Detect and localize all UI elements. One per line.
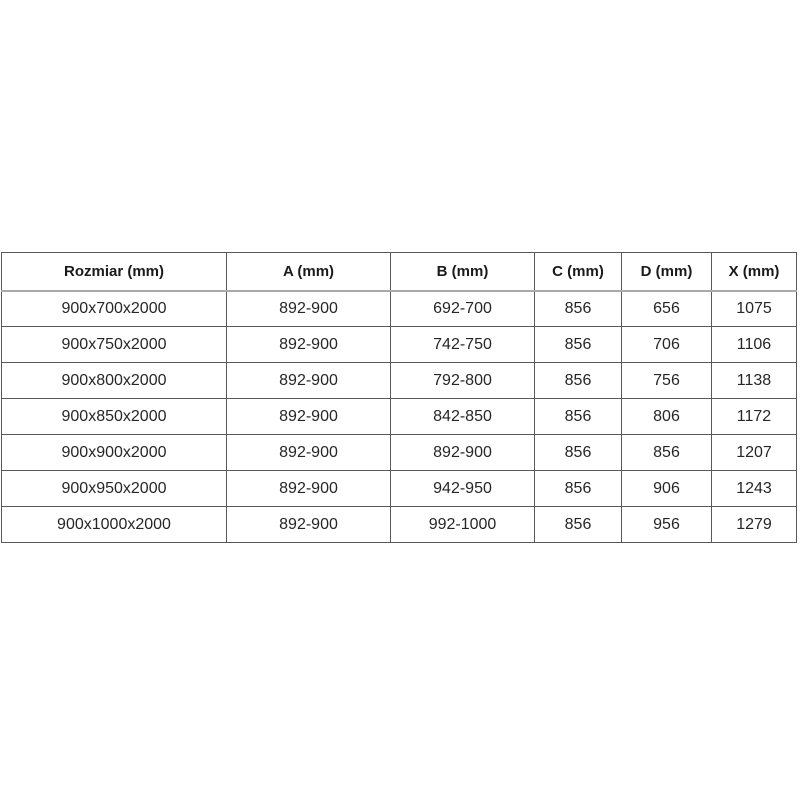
table-cell-rozmiar: 900x1000x2000 <box>2 507 227 543</box>
table-cell-d: 656 <box>622 291 712 327</box>
table-cell-b: 992-1000 <box>391 507 535 543</box>
table-row <box>2 291 797 327</box>
table-cell-a: 892-900 <box>227 435 391 471</box>
table-cell-a: 892-900 <box>227 363 391 399</box>
table-cell-x: 1207 <box>712 435 797 471</box>
table-cell-b: 692-700 <box>391 291 535 327</box>
table-cell-rozmiar: 900x800x2000 <box>2 363 227 399</box>
table-cell-a: 892-900 <box>227 471 391 507</box>
table-cell-x: 1138 <box>712 363 797 399</box>
table-cell-d: 756 <box>622 363 712 399</box>
table-cell-b: 942-950 <box>391 471 535 507</box>
table-cell-c: 856 <box>535 291 622 327</box>
table-cell-b: 842-850 <box>391 399 535 435</box>
column-header-rozmiar: Rozmiar (mm) <box>2 253 227 291</box>
table-cell-rozmiar: 900x750x2000 <box>2 327 227 363</box>
table-cell-rozmiar: 900x700x2000 <box>2 291 227 327</box>
table-cell-b: 892-900 <box>391 435 535 471</box>
table-cell-c: 856 <box>535 363 622 399</box>
table-cell-c: 856 <box>535 471 622 507</box>
table-cell-c: 856 <box>535 435 622 471</box>
table-row <box>2 399 797 435</box>
table-cell-rozmiar: 900x950x2000 <box>2 471 227 507</box>
dimensions-table <box>1 252 797 543</box>
table-cell-d: 906 <box>622 471 712 507</box>
table-cell-a: 892-900 <box>227 507 391 543</box>
table-row <box>2 435 797 471</box>
table-cell-rozmiar: 900x850x2000 <box>2 399 227 435</box>
column-header-d: D (mm) <box>622 253 712 291</box>
table-cell-x: 1279 <box>712 507 797 543</box>
table-header-row <box>2 253 797 291</box>
table-row <box>2 471 797 507</box>
table-cell-a: 892-900 <box>227 399 391 435</box>
table-cell-a: 892-900 <box>227 327 391 363</box>
table-cell-x: 1075 <box>712 291 797 327</box>
table-cell-rozmiar: 900x900x2000 <box>2 435 227 471</box>
table-cell-b: 742-750 <box>391 327 535 363</box>
table-cell-d: 806 <box>622 399 712 435</box>
table-row <box>2 327 797 363</box>
column-header-c: C (mm) <box>535 253 622 291</box>
table-row <box>2 363 797 399</box>
table-cell-x: 1106 <box>712 327 797 363</box>
table-cell-x: 1243 <box>712 471 797 507</box>
table-cell-d: 956 <box>622 507 712 543</box>
table-row <box>2 507 797 543</box>
column-header-x: X (mm) <box>712 253 797 291</box>
table-cell-d: 856 <box>622 435 712 471</box>
table-cell-d: 706 <box>622 327 712 363</box>
table-cell-c: 856 <box>535 327 622 363</box>
table-cell-c: 856 <box>535 507 622 543</box>
table-cell-b: 792-800 <box>391 363 535 399</box>
column-header-a: A (mm) <box>227 253 391 291</box>
table-cell-c: 856 <box>535 399 622 435</box>
table-cell-x: 1172 <box>712 399 797 435</box>
table-cell-a: 892-900 <box>227 291 391 327</box>
column-header-b: B (mm) <box>391 253 535 291</box>
